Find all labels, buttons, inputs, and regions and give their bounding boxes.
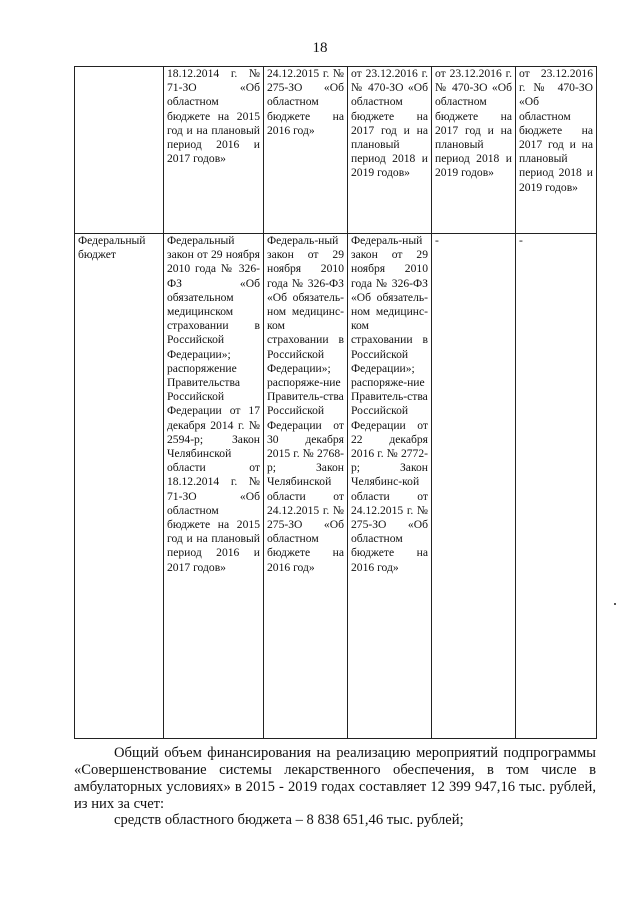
table-cell-2015: Федеральный закон от 29 ноября 2010 года № 326-ФЗ «Об обязательном медицинском страховании в Российской Федерации»; распоряжение Правительства Российской Федерации от 17 декабря 2014 г. № 2594-р; Закон Челябинской области от 18.12.2014 г. № 71-ЗО «Об областном бюджете на 2015 год и на плановый период 2016 и 2017 годов» <box>164 234 264 739</box>
funding-sources-table <box>74 66 597 739</box>
table-cell-2018: - <box>432 234 516 739</box>
table-cell-2019: от 23.12.2016 г. № 470-ЗО «Об областном бюджете на 2017 год и на плановый период 2018 и 2019 годов» <box>516 67 597 234</box>
table-cell-source: Федеральный бюджет <box>75 234 164 739</box>
scan-speck <box>614 603 616 605</box>
funding-total-paragraph: Общий объем финансирования на реализацию мероприятий подпрограммы «Совершенствование системы лекарственного обеспечения, в том числе в амбулаторных условиях» в 2015 - 2019 годах составляет 12 399 947,16 тыс. рублей, из них за счет: <box>74 745 596 812</box>
table-cell-source <box>75 67 164 234</box>
table-cell-2018: от 23.12.2016 г. № 470-ЗО «Об областном бюджете на 2017 год и на плановый период 2018 и 2019 годов» <box>432 67 516 234</box>
table-cell-2015: 18.12.2014 г. № 71-ЗО «Об областном бюджете на 2015 год и на плановый период 2016 и 2017 годов» <box>164 67 264 234</box>
table-cell-2016: 24.12.2015 г. № 275-ЗО «Об областном бюджете на 2016 год» <box>264 67 348 234</box>
table-cell-2016: Федераль-ный закон от 29 ноября 2010 года № 326-ФЗ «Об обязатель-ном медицинс-ком страховании в Российской Федерации»; распоряже-ние Правитель-ства Российской Федерации от 30 декабря 2015 г. № 2768-р; Закон Челябинской области от 24.12.2015 г. № 275-ЗО «Об областном бюджете на 2016 год» <box>264 234 348 739</box>
table-cell-2017: от 23.12.2016 г. № 470-ЗО «Об областном бюджете на 2017 год и на плановый период 2018 и 2019 годов» <box>348 67 432 234</box>
table-cell-2017: Федераль-ный закон от 29 ноября 2010 года № 326-ФЗ «Об обязатель-ном медицинс-ком страховании в Российской Федерации»; распоряже-ние Правитель-ства Российской Федерации от 22 декабря 2016 г. № 2772-р; Закон Челябинс-кой области от 24.12.2015 г. № 275-ЗО «Об областном бюджете на 2016 год» <box>348 234 432 739</box>
regional-budget-paragraph: средств областного бюджета – 8 838 651,46 тыс. рублей; <box>114 812 464 828</box>
table-cell-2019: - <box>516 234 597 739</box>
table-row <box>75 234 597 739</box>
page-number: 18 <box>312 40 328 56</box>
table-row <box>75 67 597 234</box>
